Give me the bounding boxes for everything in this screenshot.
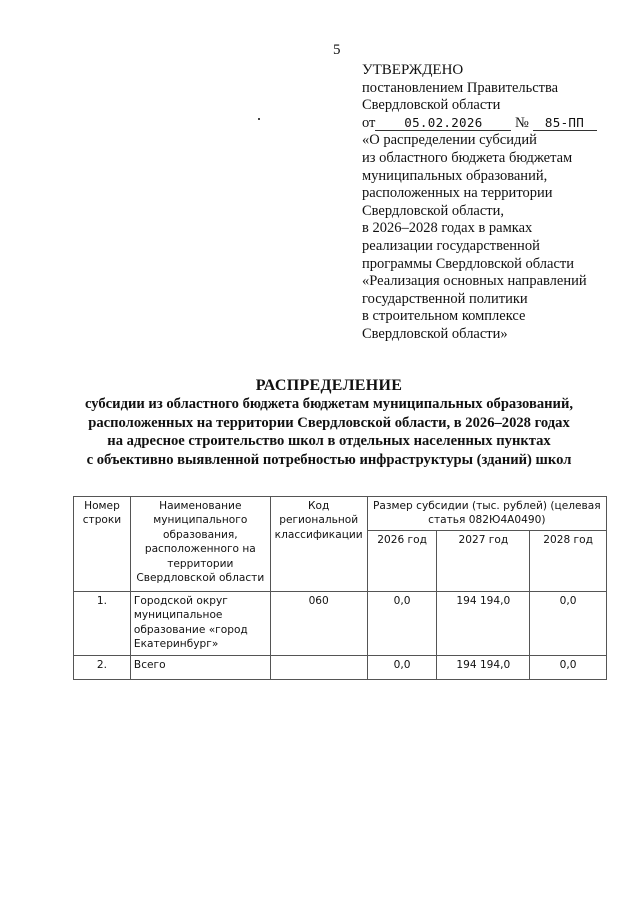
cell-name: Городской округ муниципальное образование «город Екатеринбург» [130, 591, 270, 655]
decree-title-line: государственной политики [362, 290, 528, 307]
decree-title-line: муниципальных образований, [362, 167, 548, 184]
cell-2026: 0,0 [367, 591, 437, 655]
cell-2028: 0,0 [530, 655, 607, 679]
table-row-total [74, 655, 607, 679]
header-row-number: Номер строки [74, 497, 131, 592]
table-row [74, 591, 607, 655]
table-header-row [74, 497, 607, 531]
cell-2026: 0,0 [367, 655, 437, 679]
cell-name: Всего [130, 655, 270, 679]
title-line: субсидии из областного бюджета бюджетам муниципальных образований, [85, 396, 573, 412]
cell-2028: 0,0 [530, 591, 607, 655]
title-heading: РАСПРЕДЕЛЕНИЕ [255, 377, 403, 394]
approval-line: Свердловской области [362, 97, 501, 114]
decree-title-line: Свердловской области, [362, 202, 505, 219]
decree-title-line: «О распределении субсидий [362, 132, 537, 149]
decree-title-line: в 2026–2028 годах в рамках [362, 220, 533, 237]
decree-title-line: «Реализация основных направлений [362, 273, 587, 290]
title-line: расположенных на территории Свердловской области, в 2026–2028 годах [88, 414, 570, 431]
cell-number: 1. [74, 591, 131, 655]
approval-line: постановлением Правительства [362, 79, 559, 96]
header-code: Код региональной классификации [270, 497, 367, 592]
cell-number: 2. [74, 655, 131, 679]
decree-title-line: Свердловской области» [362, 325, 508, 342]
page-number: 5 [333, 42, 341, 58]
decree-date: 05.02.2026 [375, 116, 511, 131]
date-number-line [362, 115, 622, 133]
approval-stamp [362, 62, 622, 344]
number-prefix: № [515, 114, 529, 131]
cell-code: 060 [270, 591, 367, 655]
header-year: 2027 год [437, 530, 530, 591]
scan-speck [258, 118, 260, 120]
cell-code [270, 655, 367, 679]
cell-2027: 194 194,0 [437, 655, 530, 679]
title-line: на адресное строительство школ в отдельных населенных пунктах [107, 433, 551, 450]
header-year: 2028 год [530, 530, 607, 591]
date-prefix: от [362, 114, 376, 131]
header-year: 2026 год [367, 530, 437, 591]
cell-2027: 194 194,0 [437, 591, 530, 655]
decree-number: 85-ПП [533, 116, 597, 131]
decree-title-line: реализации государственной [362, 237, 540, 254]
decree-title-line: из областного бюджета бюджетам [362, 149, 573, 166]
document-title [40, 376, 618, 469]
header-name: Наименование муниципального образования, расположенного на территории Свердловской области [130, 497, 270, 592]
header-subsidy-group: Размер субсидии (тыс. рублей) (целевая статья 082Ю4А0490) [367, 497, 606, 531]
decree-title-line: в строительном комплексе [362, 308, 526, 325]
distribution-table [73, 496, 607, 680]
approval-heading: УТВЕРЖДЕНО [362, 62, 464, 78]
decree-title-line: программы Свердловской области [362, 255, 575, 272]
title-line: с объективно выявленной потребностью инфраструктуры (зданий) школ [86, 451, 572, 468]
decree-title-line: расположенных на территории [362, 185, 553, 202]
